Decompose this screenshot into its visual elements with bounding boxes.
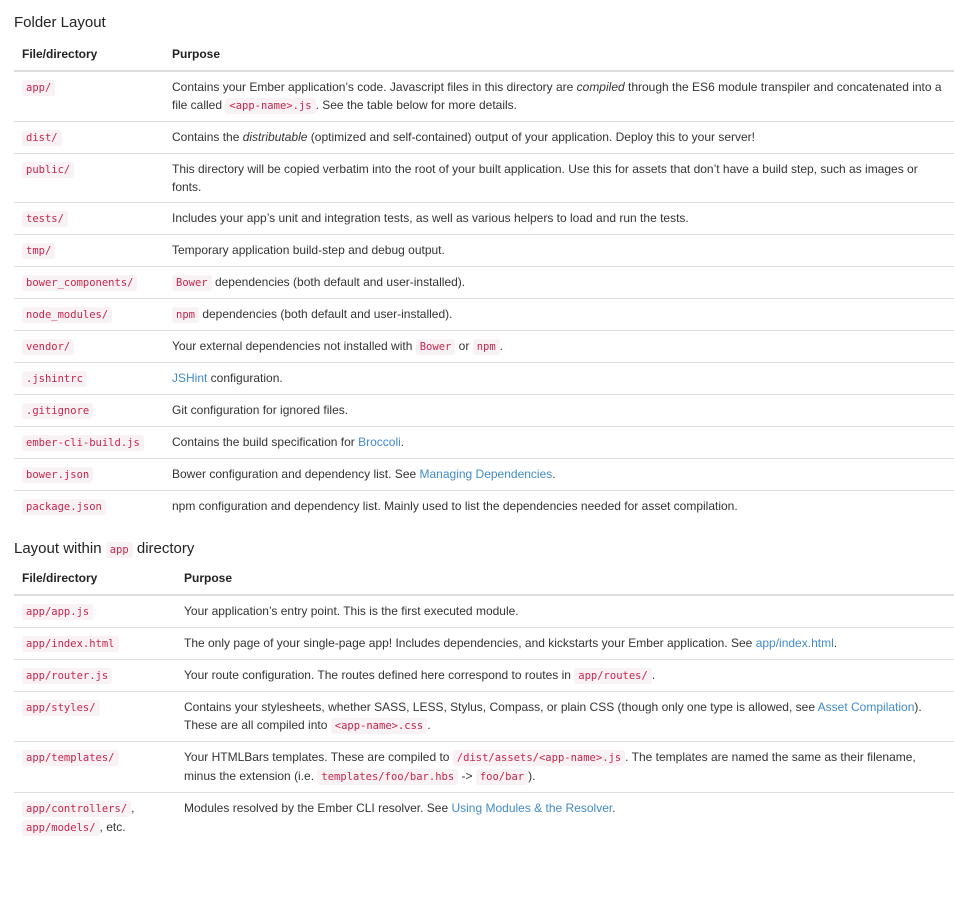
file-name: app/app.js	[22, 604, 93, 620]
asset-compilation-link[interactable]: Asset Compilation	[817, 700, 915, 714]
modules-resolver-link[interactable]: Using Modules & the Resolver	[451, 801, 613, 815]
table-row	[14, 459, 954, 491]
file-name-cell: app/controllers/ , app/models/ , etc.	[14, 793, 176, 844]
table-row	[14, 331, 954, 363]
table-row	[14, 660, 954, 692]
purpose-cell: npm dependencies (both default and user-installed).	[164, 299, 954, 331]
file-name: app/templates/	[22, 750, 119, 766]
file-name: public/	[22, 162, 74, 178]
file-name: tests/	[22, 211, 68, 227]
managing-dependencies-link[interactable]: Managing Dependencies	[419, 467, 553, 481]
table-row	[14, 793, 954, 844]
purpose-cell: Your HTMLBars templates. These are compiled to /dist/assets/<app-name>.js . The templates are named the same as their filename, minus the extension (i.e. templates/foo/bar.hbs -> foo/bar ).	[176, 742, 954, 793]
file-name: app/	[22, 80, 55, 96]
purpose-cell: Git configuration for ignored files.	[164, 395, 954, 427]
file-name: app/index.html	[22, 636, 119, 652]
table-header-row	[14, 567, 954, 595]
purpose-cell: The only page of your single-page app! Includes dependencies, and kickstarts your Ember application. See app/index.html.	[176, 628, 954, 660]
folder-layout-heading: Folder Layout	[14, 14, 106, 31]
file-name: ember-cli-build.js	[22, 435, 144, 451]
table-row	[14, 628, 954, 660]
column-header-file: File/directory	[14, 567, 176, 595]
broccoli-link[interactable]: Broccoli	[358, 435, 401, 449]
file-name: package.json	[22, 499, 106, 515]
purpose-cell: Your route configuration. The routes defined here correspond to routes in app/routes/ .	[176, 660, 954, 692]
file-name: app/styles/	[22, 700, 100, 716]
purpose-cell: Bower configuration and dependency list. See Managing Dependencies.	[164, 459, 954, 491]
table-row	[14, 235, 954, 267]
purpose-cell: Bower dependencies (both default and user-installed).	[164, 267, 954, 299]
table-row	[14, 742, 954, 793]
purpose-cell: Your external dependencies not installed with Bower or npm .	[164, 331, 954, 363]
file-name: tmp/	[22, 243, 55, 259]
table-row	[14, 71, 954, 122]
table-row	[14, 154, 954, 203]
table-row	[14, 203, 954, 235]
purpose-cell: Contains the distributable (optimized and self-contained) output of your application. Deploy this to your server!	[164, 122, 954, 154]
purpose-cell: Modules resolved by the Ember CLI resolver. See Using Modules & the Resolver.	[184, 801, 616, 815]
file-name: app/router.js	[22, 668, 112, 684]
folder-layout-table	[14, 43, 954, 522]
purpose-cell: Contains the build specification for Broccoli.	[164, 427, 954, 459]
app-layout-heading: Layout within app directory	[14, 540, 195, 557]
file-name: bower_components/	[22, 275, 137, 291]
table-row	[14, 595, 954, 628]
file-name: bower.json	[22, 467, 93, 483]
table-row	[14, 395, 954, 427]
jshint-link[interactable]: JSHint	[172, 371, 208, 385]
column-header-purpose: Purpose	[164, 43, 954, 71]
purpose-cell: Includes your app’s unit and integration tests, as well as various helpers to load and run the tests.	[164, 203, 954, 235]
table-row	[14, 692, 954, 742]
table-row	[14, 427, 954, 459]
purpose-cell: Your application’s entry point. This is the first executed module.	[176, 595, 954, 628]
app-layout-table	[14, 567, 954, 843]
file-name: dist/	[22, 130, 62, 146]
table-row	[14, 491, 954, 523]
column-header-file: File/directory	[14, 43, 164, 71]
purpose-cell: Contains your stylesheets, whether SASS, LESS, Stylus, Compass, or plain CSS (though only one type is allowed, see Asset Compilation). These are all compiled into <app-name>.css .	[176, 692, 954, 742]
purpose-cell: npm configuration and dependency list. Mainly used to list the dependencies needed for asset compilation.	[172, 499, 738, 513]
index-html-link[interactable]: app/index.html	[755, 636, 834, 650]
purpose-cell: This directory will be copied verbatim into the root of your built application. Use this for assets that don’t have a build step, such as images or fonts.	[164, 154, 954, 203]
file-name: vendor/	[22, 339, 74, 355]
table-row	[14, 122, 954, 154]
table-row	[14, 363, 954, 395]
file-name: .jshintrc	[22, 371, 87, 387]
table-header-row	[14, 43, 954, 71]
purpose-cell: JSHint configuration.	[164, 363, 954, 395]
file-name: .gitignore	[22, 403, 93, 419]
purpose-cell: Temporary application build-step and debug output.	[164, 235, 954, 267]
column-header-purpose: Purpose	[176, 567, 954, 595]
table-row	[14, 299, 954, 331]
file-name: node_modules/	[22, 307, 112, 323]
purpose-cell: Contains your Ember application’s code. Javascript files in this directory are compiled through the ES6 module transpiler and concatenated into a file called <app-name>.js . See the table below for more details.	[164, 71, 954, 122]
table-row	[14, 267, 954, 299]
